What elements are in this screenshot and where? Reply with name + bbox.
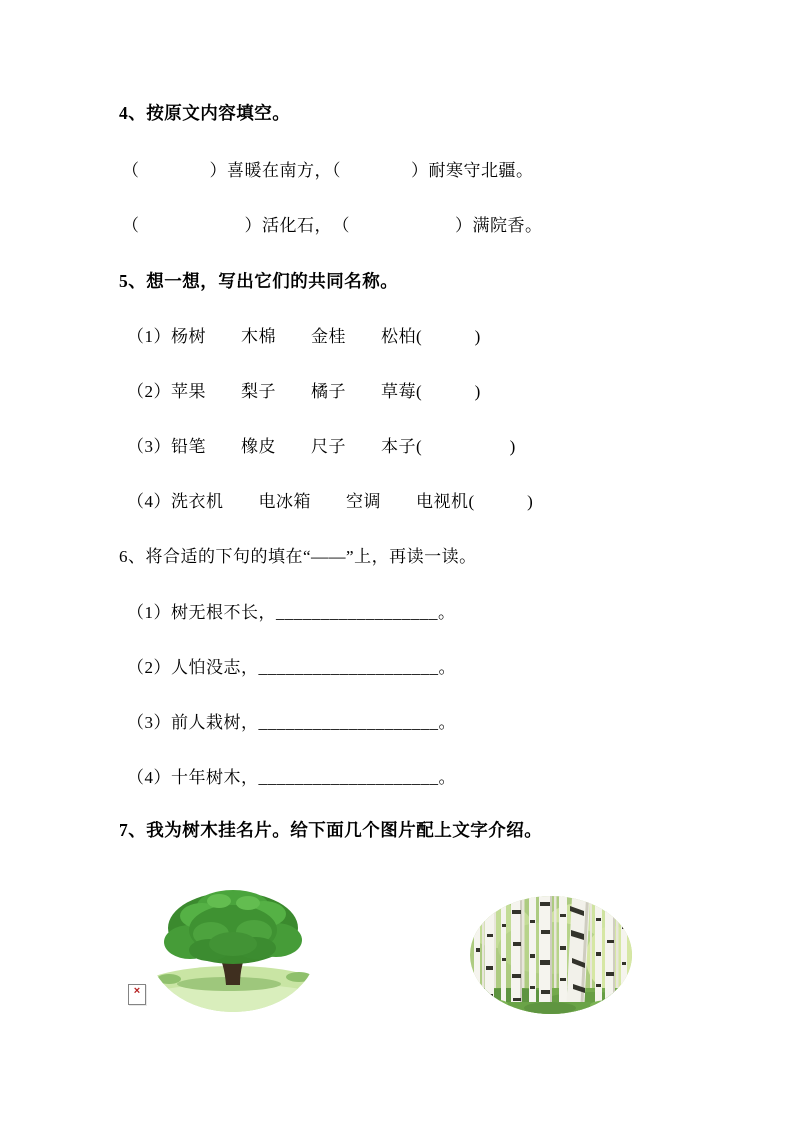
section-6-item-2: （2）人怕没志，____________________。	[127, 658, 456, 677]
section-5-item-4: （4）洗衣机 电冰箱 空调 电视机( )	[127, 492, 534, 511]
tree-illustration	[149, 884, 317, 1012]
section-6-item-4: （4）十年树木，____________________。	[127, 768, 456, 787]
broken-image-x-icon: ×	[133, 985, 141, 997]
broken-image-placeholder	[128, 984, 146, 1005]
section-4-title: 4、按原文内容填空。	[119, 103, 291, 123]
section-6-title: 6、将合适的下句的填在“——”上，再读一读。	[119, 547, 477, 566]
birch-illustration	[470, 896, 632, 1014]
section-5-item-3: （3）铅笔 橡皮 尺子 本子( )	[127, 437, 516, 456]
section-5-title: 5、想一想，写出它们的共同名称。	[119, 271, 399, 291]
section-5-item-1: （1）杨树 木棉 金桂 松柏( )	[127, 327, 481, 346]
section-7-title: 7、我为树木挂名片。给下面几个图片配上文字介绍。	[119, 820, 543, 840]
section-4-line-1: （ ）喜暖在南方，（ ）耐寒守北疆。	[122, 161, 534, 180]
section-4-line-2: （ ）活化石， （ ）满院香。	[122, 216, 543, 235]
big-green-tree-image	[149, 884, 317, 1012]
section-6-item-3: （3）前人栽树，____________________。	[127, 713, 456, 732]
birch-forest-image	[470, 896, 632, 1014]
section-5-item-2: （2）苹果 梨子 橘子 草莓( )	[127, 382, 481, 401]
section-6-item-1: （1）树无根不长，__________________。	[127, 603, 456, 622]
